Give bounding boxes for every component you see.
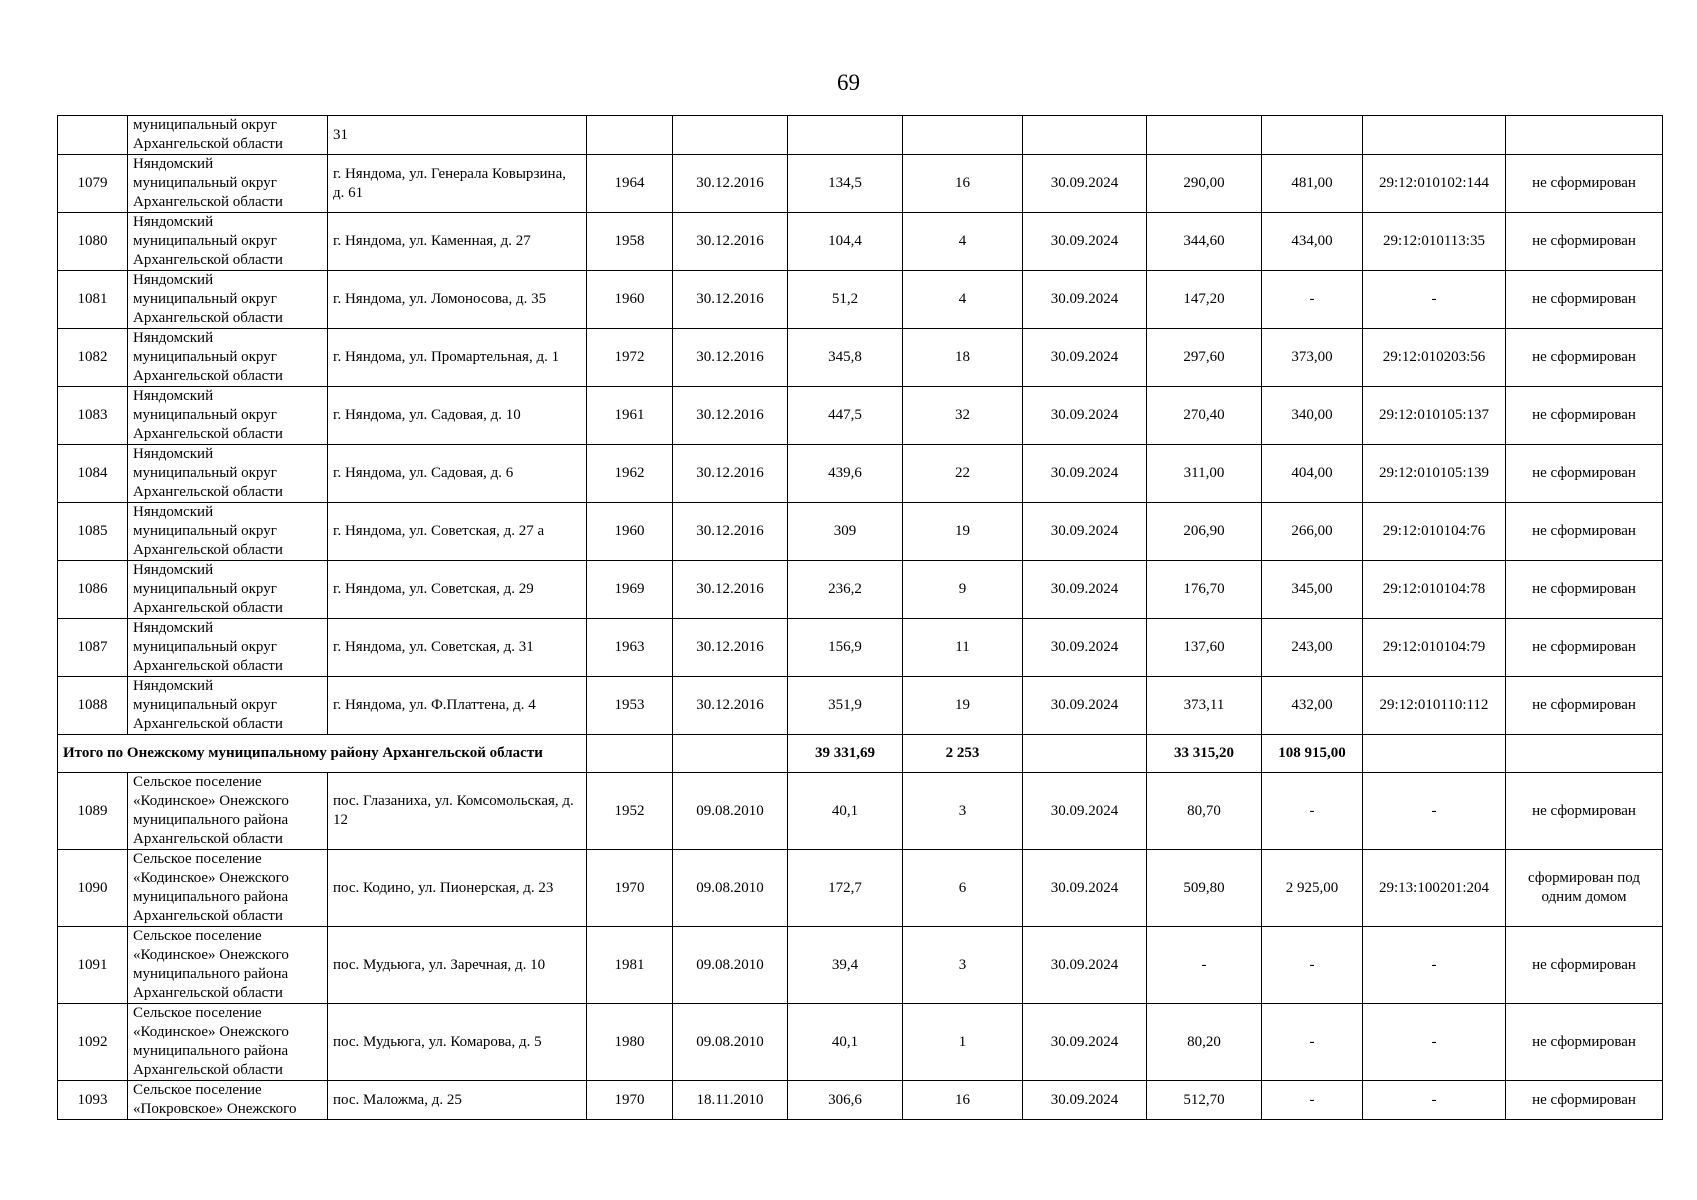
address-cell: пос. Мудьюга, ул. Заречная, д. 10 (328, 927, 587, 1004)
year-cell: 1953 (587, 677, 673, 735)
table-row (58, 445, 1663, 503)
value2-cell: 404,00 (1262, 445, 1363, 503)
date-cell: 30.12.2016 (673, 213, 788, 271)
value2-cell: - (1262, 773, 1363, 850)
status-cell: не сформирован (1506, 677, 1663, 735)
registry-table (57, 115, 1663, 1120)
area-cell: 156,9 (788, 619, 903, 677)
address-cell: пос. Маложма, д. 25 (328, 1081, 587, 1120)
empty-cell (1262, 116, 1363, 155)
value2-cell: 345,00 (1262, 561, 1363, 619)
total-row (58, 735, 1663, 773)
deadline-cell: 30.09.2024 (1023, 271, 1147, 329)
area-cell: 172,7 (788, 850, 903, 927)
year-cell: 1970 (587, 1081, 673, 1120)
area-cell: 439,6 (788, 445, 903, 503)
empty-cell (1506, 735, 1663, 773)
area-cell: 39,4 (788, 927, 903, 1004)
date-cell: 18.11.2010 (673, 1081, 788, 1120)
status-cell: не сформирован (1506, 387, 1663, 445)
table-row (58, 561, 1663, 619)
address-cell: г. Няндома, ул. Советская, д. 31 (328, 619, 587, 677)
address-cell: г. Няндома, ул. Каменная, д. 27 (328, 213, 587, 271)
row-number: 1088 (58, 677, 128, 735)
people-cell: 6 (903, 850, 1023, 927)
address-cell: г. Няндома, ул. Промартельная, д. 1 (328, 329, 587, 387)
cadastre-cell: 29:13:100201:204 (1363, 850, 1506, 927)
value2-cell: 2 925,00 (1262, 850, 1363, 927)
address-cell: пос. Мудьюга, ул. Комарова, д. 5 (328, 1004, 587, 1081)
value1-cell: 344,60 (1147, 213, 1262, 271)
people-cell: 19 (903, 677, 1023, 735)
table-row (58, 773, 1663, 850)
area-cell: 134,5 (788, 155, 903, 213)
cadastre-cell: 29:12:010102:144 (1363, 155, 1506, 213)
people-cell: 4 (903, 213, 1023, 271)
year-cell: 1960 (587, 503, 673, 561)
row-number: 1090 (58, 850, 128, 927)
date-cell: 30.12.2016 (673, 677, 788, 735)
year-cell: 1960 (587, 271, 673, 329)
people-cell: 9 (903, 561, 1023, 619)
year-cell: 1958 (587, 213, 673, 271)
table-row (58, 213, 1663, 271)
empty-cell (587, 735, 673, 773)
people-cell: 32 (903, 387, 1023, 445)
people-cell: 16 (903, 1081, 1023, 1120)
deadline-cell: 30.09.2024 (1023, 1004, 1147, 1081)
date-cell: 09.08.2010 (673, 850, 788, 927)
row-number: 1079 (58, 155, 128, 213)
value2-cell: 266,00 (1262, 503, 1363, 561)
status-cell: не сформирован (1506, 213, 1663, 271)
date-cell: 09.08.2010 (673, 1004, 788, 1081)
empty-cell (903, 116, 1023, 155)
year-cell: 1961 (587, 387, 673, 445)
row-number: 1081 (58, 271, 128, 329)
deadline-cell: 30.09.2024 (1023, 927, 1147, 1004)
year-cell: 1972 (587, 329, 673, 387)
value1-cell: 373,11 (1147, 677, 1262, 735)
row-number: 1080 (58, 213, 128, 271)
owner-cell: Няндомский муниципальный округ Архангельской области (128, 619, 328, 677)
owner-cell: Няндомский муниципальный округ Архангельской области (128, 329, 328, 387)
people-cell: 4 (903, 271, 1023, 329)
people-cell: 1 (903, 1004, 1023, 1081)
value1-cell: 176,70 (1147, 561, 1262, 619)
status-cell: не сформирован (1506, 1004, 1663, 1081)
row-number: 1083 (58, 387, 128, 445)
owner-cell: Няндомский муниципальный округ Архангельской области (128, 271, 328, 329)
owner-cell: муниципальный округ Архангельской области (128, 116, 328, 155)
date-cell: 30.12.2016 (673, 329, 788, 387)
area-cell: 447,5 (788, 387, 903, 445)
table-row (58, 503, 1663, 561)
row-number (58, 116, 128, 155)
status-cell: не сформирован (1506, 271, 1663, 329)
status-cell: не сформирован (1506, 329, 1663, 387)
area-cell: 345,8 (788, 329, 903, 387)
empty-cell (673, 735, 788, 773)
status-cell: не сформирован (1506, 773, 1663, 850)
status-cell: не сформирован (1506, 445, 1663, 503)
cadastre-cell: 29:12:010104:79 (1363, 619, 1506, 677)
date-cell: 09.08.2010 (673, 773, 788, 850)
address-cell: г. Няндома, ул. Садовая, д. 6 (328, 445, 587, 503)
year-cell: 1981 (587, 927, 673, 1004)
empty-cell (1506, 116, 1663, 155)
deadline-cell: 30.09.2024 (1023, 1081, 1147, 1120)
table-row (58, 155, 1663, 213)
area-cell: 236,2 (788, 561, 903, 619)
people-cell: 18 (903, 329, 1023, 387)
registry-table-body (58, 116, 1663, 1120)
value1-cell: 147,20 (1147, 271, 1262, 329)
deadline-cell: 30.09.2024 (1023, 387, 1147, 445)
row-number: 1086 (58, 561, 128, 619)
year-cell: 1952 (587, 773, 673, 850)
row-number: 1084 (58, 445, 128, 503)
deadline-cell: 30.09.2024 (1023, 850, 1147, 927)
owner-cell: Няндомский муниципальный округ Архангельской области (128, 213, 328, 271)
cadastre-cell: 29:12:010110:112 (1363, 677, 1506, 735)
table-row (58, 1081, 1663, 1120)
date-cell: 30.12.2016 (673, 155, 788, 213)
cadastre-cell: 29:12:010105:137 (1363, 387, 1506, 445)
table-row (58, 850, 1663, 927)
value1-cell: 137,60 (1147, 619, 1262, 677)
value1-cell: 206,90 (1147, 503, 1262, 561)
deadline-cell: 30.09.2024 (1023, 773, 1147, 850)
people-cell: 11 (903, 619, 1023, 677)
value1-cell: 80,70 (1147, 773, 1262, 850)
status-cell: сформирован под одним домом (1506, 850, 1663, 927)
deadline-cell: 30.09.2024 (1023, 619, 1147, 677)
row-number: 1091 (58, 927, 128, 1004)
cadastre-cell: 29:12:010105:139 (1363, 445, 1506, 503)
deadline-cell: 30.09.2024 (1023, 155, 1147, 213)
total-people: 2 253 (903, 735, 1023, 773)
total-area: 39 331,69 (788, 735, 903, 773)
value1-cell: 512,70 (1147, 1081, 1262, 1120)
people-cell: 19 (903, 503, 1023, 561)
value2-cell: 432,00 (1262, 677, 1363, 735)
area-cell: 51,2 (788, 271, 903, 329)
empty-cell (788, 116, 903, 155)
area-cell: 309 (788, 503, 903, 561)
cadastre-cell: 29:12:010203:56 (1363, 329, 1506, 387)
owner-cell: Сельское поселение «Кодинское» Онежского муниципального района Архангельской области (128, 1004, 328, 1081)
total-label: Итого по Онежскому муниципальному району Архангельской области (58, 735, 587, 773)
cadastre-cell: - (1363, 773, 1506, 850)
year-cell: 1970 (587, 850, 673, 927)
table-row (58, 677, 1663, 735)
area-cell: 351,9 (788, 677, 903, 735)
address-cell: пос. Глазаниха, ул. Комсомольская, д. 12 (328, 773, 587, 850)
value1-cell: 509,80 (1147, 850, 1262, 927)
address-cell: г. Няндома, ул. Советская, д. 29 (328, 561, 587, 619)
empty-cell (1363, 116, 1506, 155)
table-row-continued (58, 116, 1663, 155)
address-cell: г. Няндома, ул. Генерала Ковырзина, д. 61 (328, 155, 587, 213)
owner-cell: Няндомский муниципальный округ Архангельской области (128, 445, 328, 503)
address-cell: г. Няндома, ул. Ф.Платтена, д. 4 (328, 677, 587, 735)
deadline-cell: 30.09.2024 (1023, 503, 1147, 561)
row-number: 1085 (58, 503, 128, 561)
value2-cell: 373,00 (1262, 329, 1363, 387)
row-number: 1089 (58, 773, 128, 850)
value1-cell: 311,00 (1147, 445, 1262, 503)
date-cell: 30.12.2016 (673, 619, 788, 677)
owner-cell: Няндомский муниципальный округ Архангельской области (128, 677, 328, 735)
row-number: 1092 (58, 1004, 128, 1081)
address-cell: г. Няндома, ул. Ломоносова, д. 35 (328, 271, 587, 329)
area-cell: 306,6 (788, 1081, 903, 1120)
value1-cell: 270,40 (1147, 387, 1262, 445)
value2-cell: 481,00 (1262, 155, 1363, 213)
people-cell: 3 (903, 773, 1023, 850)
address-cell: г. Няндома, ул. Советская, д. 27 а (328, 503, 587, 561)
year-cell: 1962 (587, 445, 673, 503)
owner-cell: Сельское поселение «Кодинское» Онежского муниципального района Архангельской области (128, 927, 328, 1004)
value2-cell: - (1262, 927, 1363, 1004)
owner-cell: Сельское поселение «Кодинское» Онежского муниципального района Архангельской области (128, 773, 328, 850)
value2-cell: 434,00 (1262, 213, 1363, 271)
value1-cell: 80,20 (1147, 1004, 1262, 1081)
deadline-cell: 30.09.2024 (1023, 445, 1147, 503)
total-value1: 33 315,20 (1147, 735, 1262, 773)
owner-cell: Няндомский муниципальный округ Архангельской области (128, 387, 328, 445)
value2-cell: 243,00 (1262, 619, 1363, 677)
address-cell: пос. Кодино, ул. Пионерская, д. 23 (328, 850, 587, 927)
date-cell: 30.12.2016 (673, 271, 788, 329)
empty-cell (1023, 735, 1147, 773)
year-cell: 1980 (587, 1004, 673, 1081)
row-number: 1082 (58, 329, 128, 387)
value2-cell: 340,00 (1262, 387, 1363, 445)
row-number: 1093 (58, 1081, 128, 1120)
year-cell: 1969 (587, 561, 673, 619)
empty-cell (1023, 116, 1147, 155)
empty-cell (673, 116, 788, 155)
table-row (58, 387, 1663, 445)
date-cell: 30.12.2016 (673, 445, 788, 503)
date-cell: 30.12.2016 (673, 561, 788, 619)
date-cell: 09.08.2010 (673, 927, 788, 1004)
year-cell: 1963 (587, 619, 673, 677)
value1-cell: 297,60 (1147, 329, 1262, 387)
owner-cell: Няндомский муниципальный округ Архангельской области (128, 155, 328, 213)
area-cell: 104,4 (788, 213, 903, 271)
empty-cell (587, 116, 673, 155)
status-cell: не сформирован (1506, 1081, 1663, 1120)
cadastre-cell: 29:12:010113:35 (1363, 213, 1506, 271)
cadastre-cell: 29:12:010104:76 (1363, 503, 1506, 561)
people-cell: 16 (903, 155, 1023, 213)
row-number: 1087 (58, 619, 128, 677)
owner-cell: Сельское поселение «Покровское» Онежского (128, 1081, 328, 1120)
people-cell: 3 (903, 927, 1023, 1004)
table-row (58, 329, 1663, 387)
area-cell: 40,1 (788, 1004, 903, 1081)
cadastre-cell: - (1363, 271, 1506, 329)
date-cell: 30.12.2016 (673, 503, 788, 561)
cadastre-cell: - (1363, 1081, 1506, 1120)
deadline-cell: 30.09.2024 (1023, 677, 1147, 735)
deadline-cell: 30.09.2024 (1023, 213, 1147, 271)
deadline-cell: 30.09.2024 (1023, 329, 1147, 387)
status-cell: не сформирован (1506, 503, 1663, 561)
date-cell: 30.12.2016 (673, 387, 788, 445)
value1-cell: 290,00 (1147, 155, 1262, 213)
table-row (58, 1004, 1663, 1081)
empty-cell (1363, 735, 1506, 773)
table-row (58, 927, 1663, 1004)
address-cell: 31 (328, 116, 587, 155)
empty-cell (1147, 116, 1262, 155)
status-cell: не сформирован (1506, 619, 1663, 677)
area-cell: 40,1 (788, 773, 903, 850)
owner-cell: Сельское поселение «Кодинское» Онежского муниципального района Архангельской области (128, 850, 328, 927)
status-cell: не сформирован (1506, 927, 1663, 1004)
total-value2: 108 915,00 (1262, 735, 1363, 773)
year-cell: 1964 (587, 155, 673, 213)
table-row (58, 271, 1663, 329)
owner-cell: Няндомский муниципальный округ Архангельской области (128, 503, 328, 561)
cadastre-cell: 29:12:010104:78 (1363, 561, 1506, 619)
value2-cell: - (1262, 1081, 1363, 1120)
people-cell: 22 (903, 445, 1023, 503)
status-cell: не сформирован (1506, 561, 1663, 619)
cadastre-cell: - (1363, 1004, 1506, 1081)
address-cell: г. Няндома, ул. Садовая, д. 10 (328, 387, 587, 445)
deadline-cell: 30.09.2024 (1023, 561, 1147, 619)
value2-cell: - (1262, 1004, 1363, 1081)
owner-cell: Няндомский муниципальный округ Архангельской области (128, 561, 328, 619)
value2-cell: - (1262, 271, 1363, 329)
status-cell: не сформирован (1506, 155, 1663, 213)
table-row (58, 619, 1663, 677)
cadastre-cell: - (1363, 927, 1506, 1004)
value1-cell: - (1147, 927, 1262, 1004)
page-number: 69 (837, 70, 860, 95)
